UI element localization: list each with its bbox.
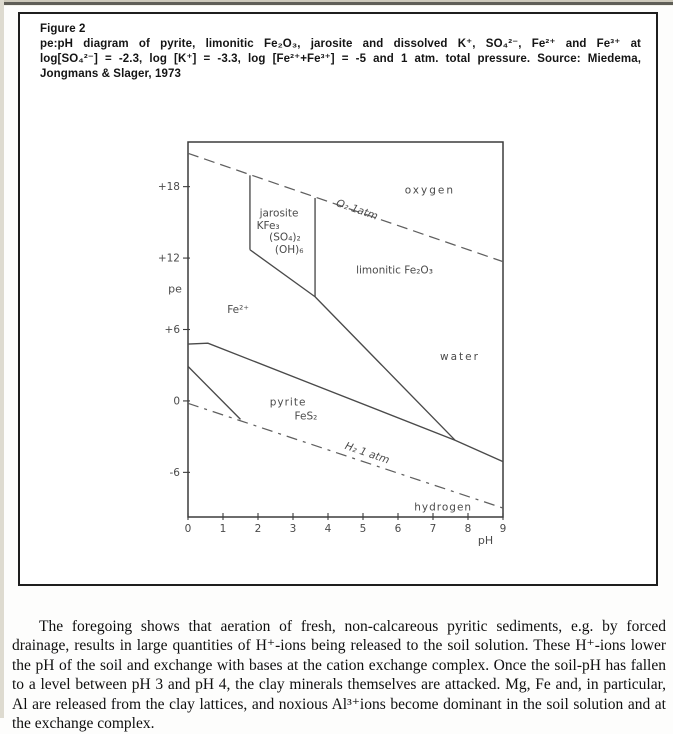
hydrogen-1atm-boundary [188,403,503,508]
y-axis-title: pe [168,282,182,296]
jarosite-lower-edge [250,250,315,297]
plot-frame [188,142,503,517]
y-tick-label: +12 [157,252,180,265]
y-tick-label: +18 [157,181,180,194]
limonite-fe2-boundary [315,297,455,440]
figure-caption [40,22,641,82]
x-tick-label: 6 [394,523,402,535]
x-tick-label: 8 [464,523,472,535]
x-tick-label: 0 [184,523,192,535]
x-axis-title: pH [477,534,494,547]
caption-line-1: pe:pH diagram of pyrite, limonitic Fe₂O₃, jarosite and dissolved K⁺, SO₄²⁻, Fe²⁺ and Fe³⁺ at [40,38,641,50]
caption-line-3: Jongmans & Slager, 1973 [40,68,182,80]
region-label: pyrite [269,396,307,409]
x-tick-label: 1 [219,523,227,535]
region-label: (SO₄)₂ [269,231,301,244]
region-label: KFe₃ [256,219,280,232]
x-tick-label: 4 [324,523,332,535]
region-label: O₂ 1atm [334,197,380,223]
window-left-edge [0,0,4,718]
x-tick-label: 7 [429,523,437,535]
x-tick-label: 5 [359,523,367,535]
region-label: Fe²⁺ [227,303,249,316]
region-label: limonitic Fe₂O₃ [356,264,433,277]
y-tick-label: 0 [173,395,180,408]
region-label: (OH)₆ [274,244,304,257]
pe-ph-chart-container [150,110,525,555]
region-label: hydrogen [414,501,473,514]
x-tick-label: 2 [254,523,262,535]
window-top-bevel-highlight [0,5,673,6]
pe-ph-chart [150,110,525,555]
x-tick-label: 9 [499,523,507,535]
region-label: oxygen [404,184,456,197]
caption-line-2: log[SO₄²⁻] = -2.3, log [K⁺] = -3.3, log [Fe²⁺+Fe³⁺] = -5 and 1 atm. total pressure. Source: Miedema, [40,53,641,65]
region-label: FeS₂ [294,410,318,423]
y-tick-label: -6 [169,466,180,479]
figure-box [18,12,658,586]
region-label: jarosite [259,207,299,220]
y-tick-label: +6 [164,324,180,336]
region-label: H₂ 1 atm [343,440,391,467]
body-paragraph: The foregoing shows that aeration of fresh, non-calcareous pyritic sediments, e.g. by forced drainage, results in large quantities of H⁺-ions being released to the soil solution. These H⁺-ions lower the pH of the soil and exchange with bases at the cation exchange complex. Once the soil-pH has fallen to a level between pH 3 and pH 4, the clay minerals themselves are attacked. Mg, Fe and, in particular, Al are released from the clay lattices, and noxious Al³⁺ions become dominant in the soil solution and at the exchange complex. [12,617,666,732]
figure-label: Figure 2 [40,23,86,35]
region-label: water [439,350,480,363]
x-tick-label: 3 [289,523,297,535]
